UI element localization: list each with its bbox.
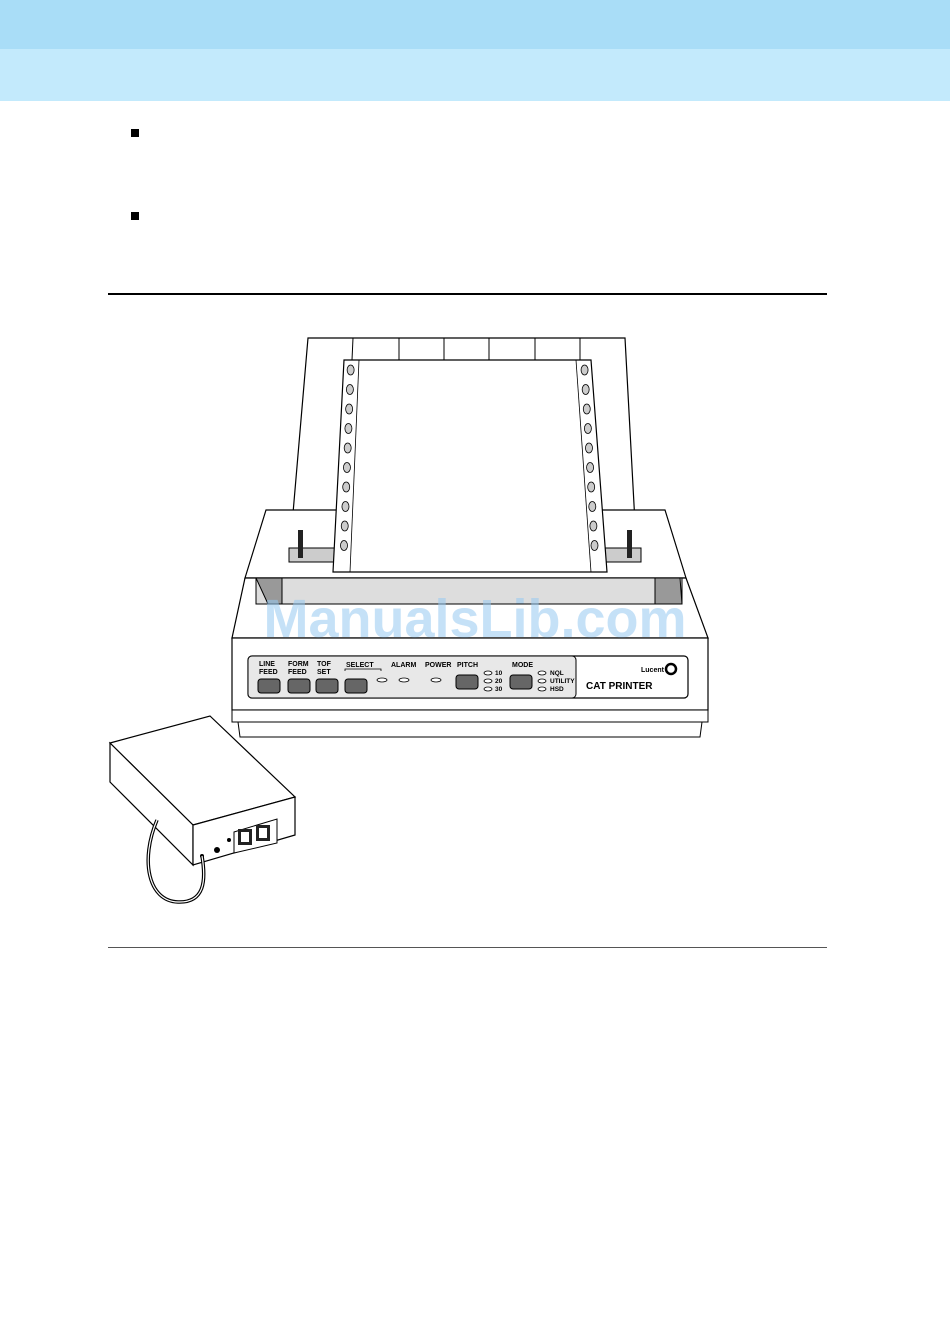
mode-option-nql: NQL — [550, 670, 564, 677]
pitch-option-20: 20 — [495, 678, 503, 685]
tof-set-label-2: SET — [317, 669, 331, 676]
feed-hole — [587, 463, 594, 473]
figure-bottom-rule — [108, 947, 827, 948]
feed-hole — [347, 365, 354, 375]
alarm-indicator — [399, 678, 409, 682]
power-indicator — [431, 678, 441, 682]
line-feed-button — [258, 679, 280, 693]
feed-hole — [343, 482, 350, 492]
feed-hole — [589, 502, 596, 512]
mode-option-hsd: HSD — [550, 686, 564, 693]
feed-hole — [346, 404, 353, 414]
control-panel — [248, 656, 688, 698]
tof-set-label-1: TOF — [317, 661, 331, 668]
pitch-button — [456, 675, 478, 689]
line-feed-label-2: FEED — [259, 669, 278, 676]
feed-hole — [341, 541, 348, 551]
select-button — [345, 679, 367, 693]
form-feed-label-2: FEED — [288, 669, 307, 676]
select-label: SELECT — [346, 662, 374, 669]
feed-hole — [583, 404, 590, 414]
feed-hole — [346, 385, 353, 395]
form-feed-button — [288, 679, 310, 693]
alarm-label: ALARM — [391, 662, 417, 669]
feed-hole — [343, 463, 350, 473]
feed-hole — [585, 443, 592, 453]
power-label: POWER — [425, 662, 452, 669]
pitch-option-10: 10 — [495, 670, 503, 677]
feed-hole — [344, 443, 351, 453]
feed-hole — [591, 541, 598, 551]
feed-hole — [581, 365, 588, 375]
mode-option-utility: UTILITY — [550, 678, 575, 685]
feed-hole — [584, 424, 591, 434]
select-indicator — [377, 678, 387, 682]
line-feed-label-1: LINE — [259, 661, 275, 668]
pitch-label: PITCH — [457, 662, 478, 669]
feed-hole — [588, 482, 595, 492]
form-feed-label-1: FORM — [288, 661, 309, 668]
brand-label: Lucent — [641, 667, 664, 674]
feed-hole — [341, 521, 348, 531]
continuous-paper — [333, 360, 607, 572]
watermark: ManualsLib.com — [263, 589, 687, 649]
mode-button — [510, 675, 532, 689]
mode-label: MODE — [512, 662, 533, 669]
adapter-box — [110, 716, 295, 902]
feed-hole — [590, 521, 597, 531]
pitch-option-30: 30 — [495, 686, 503, 693]
model-label: CAT PRINTER — [586, 681, 653, 692]
tof-set-button — [316, 679, 338, 693]
feed-hole — [582, 385, 589, 395]
feed-hole — [342, 502, 349, 512]
feed-hole — [345, 424, 352, 434]
